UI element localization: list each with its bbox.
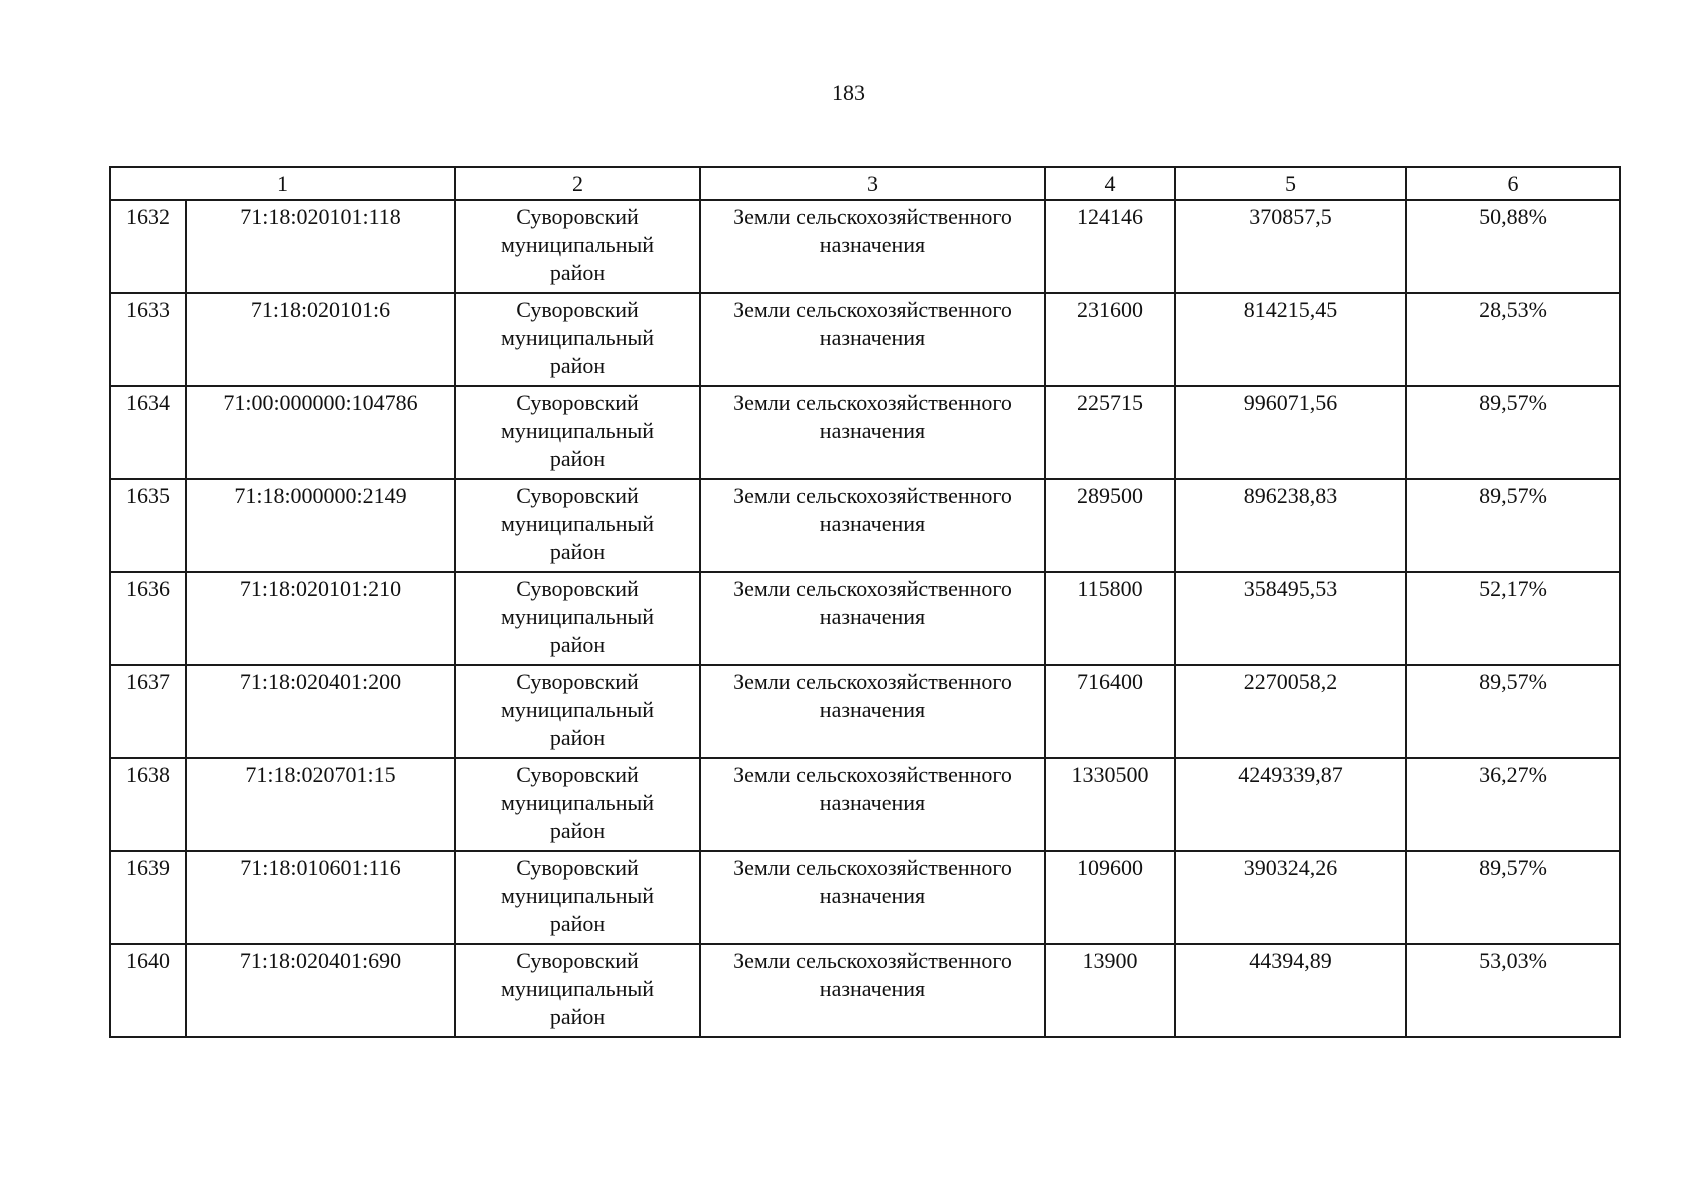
land-category-cell: [700, 200, 1045, 293]
category-line: Земли сельскохозяйственного: [733, 948, 1012, 973]
area-cell: 115800: [1045, 572, 1175, 665]
table-row: [110, 572, 1620, 665]
table-row: [110, 758, 1620, 851]
category-line: назначения: [819, 604, 926, 629]
header-cell-2: 2: [455, 167, 700, 200]
row-number: 1639: [110, 851, 186, 944]
row-number: 1634: [110, 386, 186, 479]
district-line: муниципальный: [500, 418, 655, 443]
category-line: назначения: [819, 325, 926, 350]
land-category-cell: [700, 944, 1045, 1037]
district-line: муниципальный: [500, 697, 655, 722]
percent-cell: 53,03%: [1406, 944, 1620, 1037]
area-cell: 13900: [1045, 944, 1175, 1037]
district-line: район: [549, 353, 606, 378]
category-line: назначения: [819, 790, 926, 815]
cadastral-number: 71:00:000000:104786: [186, 386, 455, 479]
table-row: [110, 479, 1620, 572]
district-line: район: [549, 818, 606, 843]
district-line: район: [549, 725, 606, 750]
category-line: назначения: [819, 232, 926, 257]
district-cell: [455, 758, 700, 851]
area-cell: 716400: [1045, 665, 1175, 758]
value-cell: 814215,45: [1175, 293, 1406, 386]
district-line: муниципальный: [500, 604, 655, 629]
district-cell: [455, 572, 700, 665]
value-cell: 896238,83: [1175, 479, 1406, 572]
cadastral-number: 71:18:010601:116: [186, 851, 455, 944]
land-category-cell: [700, 665, 1045, 758]
area-cell: 289500: [1045, 479, 1175, 572]
district-cell: [455, 200, 700, 293]
cadastral-number: 71:18:020701:15: [186, 758, 455, 851]
category-line: назначения: [819, 418, 926, 443]
table-row: [110, 293, 1620, 386]
land-category-cell: [700, 851, 1045, 944]
district-cell: [455, 386, 700, 479]
land-category-cell: [700, 758, 1045, 851]
district-cell: [455, 665, 700, 758]
area-cell: 225715: [1045, 386, 1175, 479]
district-line: Суворовский: [516, 762, 639, 787]
district-line: Суворовский: [516, 855, 639, 880]
category-line: Земли сельскохозяйственного: [733, 855, 1012, 880]
land-category-cell: [700, 572, 1045, 665]
area-cell: 1330500: [1045, 758, 1175, 851]
value-cell: 4249339,87: [1175, 758, 1406, 851]
district-line: Суворовский: [516, 483, 639, 508]
row-number: 1633: [110, 293, 186, 386]
percent-cell: 36,27%: [1406, 758, 1620, 851]
area-cell: 231600: [1045, 293, 1175, 386]
district-line: муниципальный: [500, 232, 655, 257]
category-line: назначения: [819, 883, 926, 908]
value-cell: 370857,5: [1175, 200, 1406, 293]
district-line: район: [549, 260, 606, 285]
district-line: район: [549, 1004, 606, 1029]
land-category-cell: [700, 479, 1045, 572]
header-cell-4: 4: [1045, 167, 1175, 200]
area-cell: 124146: [1045, 200, 1175, 293]
district-line: муниципальный: [500, 883, 655, 908]
land-registry-table: [109, 166, 1621, 1038]
header-cell-3: 3: [700, 167, 1045, 200]
cadastral-number: 71:18:020101:210: [186, 572, 455, 665]
percent-cell: 52,17%: [1406, 572, 1620, 665]
page-number: 183: [832, 80, 865, 105]
value-cell: 390324,26: [1175, 851, 1406, 944]
district-line: район: [549, 446, 606, 471]
district-line: Суворовский: [516, 204, 639, 229]
table-row: [110, 944, 1620, 1037]
value-cell: 44394,89: [1175, 944, 1406, 1037]
category-line: Земли сельскохозяйственного: [733, 483, 1012, 508]
district-line: муниципальный: [500, 790, 655, 815]
district-line: район: [549, 911, 606, 936]
category-line: Земли сельскохозяйственного: [733, 576, 1012, 601]
value-cell: 996071,56: [1175, 386, 1406, 479]
district-cell: [455, 851, 700, 944]
row-number: 1636: [110, 572, 186, 665]
land-category-cell: [700, 293, 1045, 386]
cadastral-number: 71:18:020401:690: [186, 944, 455, 1037]
percent-cell: 89,57%: [1406, 479, 1620, 572]
district-line: муниципальный: [500, 511, 655, 536]
percent-cell: 89,57%: [1406, 851, 1620, 944]
category-line: Земли сельскохозяйственного: [733, 204, 1012, 229]
district-line: Суворовский: [516, 948, 639, 973]
district-cell: [455, 479, 700, 572]
table-row: [110, 200, 1620, 293]
district-cell: [455, 293, 700, 386]
table-row: [110, 665, 1620, 758]
header-row: [110, 167, 1620, 200]
district-cell: [455, 944, 700, 1037]
district-line: район: [549, 632, 606, 657]
category-line: Земли сельскохозяйственного: [733, 669, 1012, 694]
header-cell-6: 6: [1406, 167, 1620, 200]
row-number: 1637: [110, 665, 186, 758]
header-cell-1: 1: [110, 167, 455, 200]
percent-cell: 89,57%: [1406, 665, 1620, 758]
cadastral-number: 71:18:020101:6: [186, 293, 455, 386]
district-line: муниципальный: [500, 325, 655, 350]
category-line: назначения: [819, 976, 926, 1001]
category-line: Земли сельскохозяйственного: [733, 297, 1012, 322]
district-line: Суворовский: [516, 297, 639, 322]
percent-cell: 50,88%: [1406, 200, 1620, 293]
land-category-cell: [700, 386, 1045, 479]
category-line: Земли сельскохозяйственного: [733, 762, 1012, 787]
row-number: 1640: [110, 944, 186, 1037]
row-number: 1635: [110, 479, 186, 572]
row-number: 1638: [110, 758, 186, 851]
district-line: Суворовский: [516, 576, 639, 601]
category-line: назначения: [819, 511, 926, 536]
row-number: 1632: [110, 200, 186, 293]
district-line: район: [549, 539, 606, 564]
cadastral-number: 71:18:020101:118: [186, 200, 455, 293]
district-line: Суворовский: [516, 390, 639, 415]
value-cell: 358495,53: [1175, 572, 1406, 665]
category-line: Земли сельскохозяйственного: [733, 390, 1012, 415]
value-cell: 2270058,2: [1175, 665, 1406, 758]
header-cell-5: 5: [1175, 167, 1406, 200]
table-row: [110, 851, 1620, 944]
area-cell: 109600: [1045, 851, 1175, 944]
cadastral-number: 71:18:020401:200: [186, 665, 455, 758]
district-line: Суворовский: [516, 669, 639, 694]
percent-cell: 89,57%: [1406, 386, 1620, 479]
category-line: назначения: [819, 697, 926, 722]
cadastral-number: 71:18:000000:2149: [186, 479, 455, 572]
percent-cell: 28,53%: [1406, 293, 1620, 386]
table-row: [110, 386, 1620, 479]
district-line: муниципальный: [500, 976, 655, 1001]
